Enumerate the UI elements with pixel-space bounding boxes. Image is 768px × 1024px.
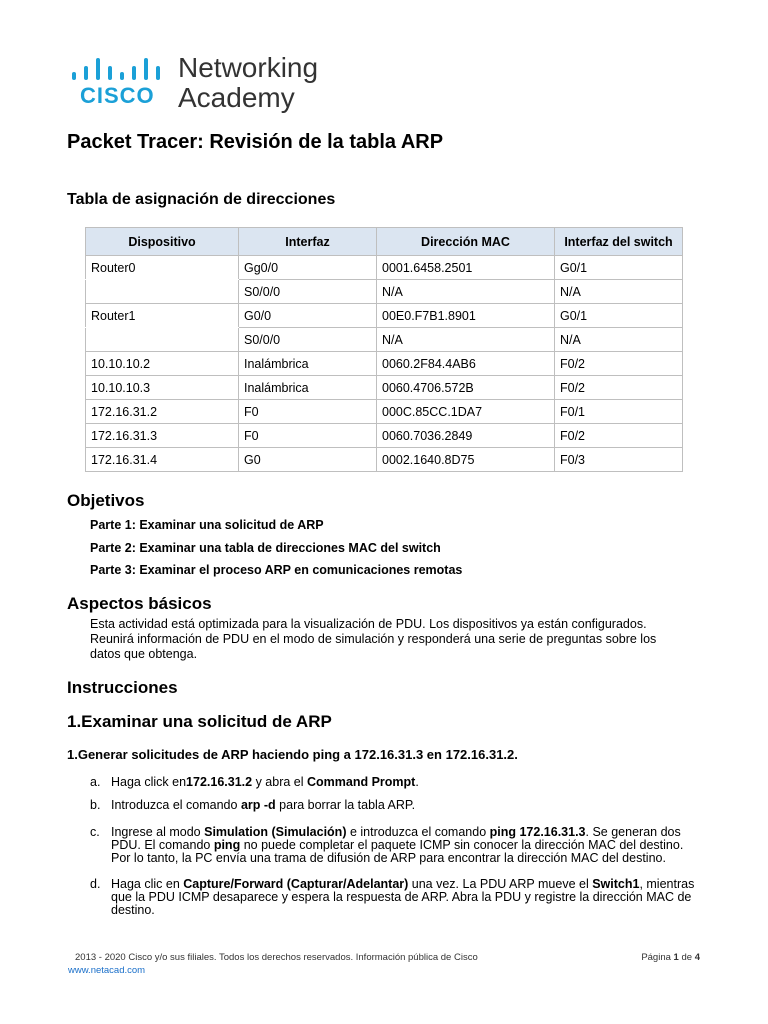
cell-interface: Inalámbrica: [239, 352, 377, 376]
cell-mac: 0060.7036.2849: [377, 424, 555, 448]
cell-mac: 0060.4706.572B: [377, 376, 555, 400]
cell-device: [86, 280, 239, 304]
cisco-bars-icon: [70, 56, 167, 80]
cell-switch-if: F0/2: [555, 424, 683, 448]
cell-switch-if: N/A: [555, 328, 683, 352]
table-row: [86, 328, 683, 352]
cisco-wordmark: CISCO: [80, 83, 155, 108]
step-label: b.: [90, 798, 101, 812]
cell-interface: S0/0/0: [239, 280, 377, 304]
cell-device: 172.16.31.3: [86, 424, 239, 448]
table-row: [86, 280, 683, 304]
col-interface: Interfaz: [239, 228, 377, 256]
cell-switch-if: G0/1: [555, 304, 683, 328]
objective-item: Parte 1: Examinar una solicitud de ARP: [90, 518, 324, 532]
cell-mac: 0060.2F84.4AB6: [377, 352, 555, 376]
cell-interface: Gg0/0: [239, 256, 377, 280]
page-title: Packet Tracer: Revisión de la tabla ARP: [67, 131, 444, 153]
address-table-heading: Tabla de asignación de direcciones: [67, 191, 336, 208]
page-number: Página 1 de 4: [641, 952, 700, 963]
col-mac: Dirección MAC: [377, 228, 555, 256]
cisco-networking-academy-logo: [70, 52, 330, 116]
subsection-heading: 1.Generar solicitudes de ARP haciendo ping a 172.16.31.3 en 172.16.31.2.: [67, 747, 518, 762]
cell-device: 172.16.31.4: [86, 448, 239, 472]
cell-device: Router0: [86, 256, 239, 280]
cell-interface: G0/0: [239, 304, 377, 328]
cell-interface: G0: [239, 448, 377, 472]
cell-switch-if: N/A: [555, 280, 683, 304]
cell-device: 10.10.10.3: [86, 376, 239, 400]
cell-device: [86, 328, 239, 352]
cell-interface: Inalámbrica: [239, 376, 377, 400]
cell-mac: 0001.6458.2501: [377, 256, 555, 280]
step-text: Haga clic en Capture/Forward (Capturar/Adelantar) una vez. La PDU ARP mueve el Switch1, mientras que la PDU ICMP desaparece y espera la respuesta de ARP. Abra la PDU y registre la dirección MAC de destino.: [111, 877, 695, 917]
cell-switch-if: F0/3: [555, 448, 683, 472]
objectives-heading: Objetivos: [67, 491, 145, 510]
table-row: [86, 304, 683, 328]
cell-switch-if: G0/1: [555, 256, 683, 280]
cell-interface: S0/0/0: [239, 328, 377, 352]
table-header-row: [86, 228, 683, 256]
netacad-link[interactable]: www.netacad.com: [68, 965, 146, 976]
background-paragraph: Esta actividad está optimizada para la visualización de PDU. Los dispositivos ya están configurados. Reunirá información de PDU en el modo de simulación y responderá una serie de preguntas sobre los datos que obtenga.: [90, 617, 657, 661]
cell-interface: F0: [239, 424, 377, 448]
cell-device: Router1: [86, 304, 239, 328]
cell-device: 172.16.31.2: [86, 400, 239, 424]
table-row: [86, 400, 683, 424]
footer: [68, 952, 700, 976]
background-heading: Aspectos básicos: [67, 594, 212, 613]
step-label: d.: [90, 877, 101, 891]
objective-item: Parte 2: Examinar una tabla de direcciones MAC del switch: [90, 541, 441, 555]
table-row: [86, 352, 683, 376]
table-row: [86, 424, 683, 448]
col-switch-interface: Interfaz del switch: [555, 228, 683, 256]
cell-device: 10.10.10.2: [86, 352, 239, 376]
col-device: Dispositivo: [86, 228, 239, 256]
table-row: [86, 376, 683, 400]
objective-item: Parte 3: Examinar el proceso ARP en comunicaciones remotas: [90, 563, 463, 577]
cell-interface: F0: [239, 400, 377, 424]
cell-mac: 0002.1640.8D75: [377, 448, 555, 472]
table-row: [86, 256, 683, 280]
step-label: a.: [90, 775, 101, 789]
step-text: Introduzca el comando arp -d para borrar la tabla ARP.: [111, 798, 416, 812]
logo-academy: Academy: [178, 82, 295, 113]
instructions-heading: Instrucciones: [67, 678, 178, 697]
cell-mac: 000C.85CC.1DA7: [377, 400, 555, 424]
cell-switch-if: F0/2: [555, 376, 683, 400]
cell-mac: N/A: [377, 280, 555, 304]
cell-mac: 00E0.F7B1.8901: [377, 304, 555, 328]
step-text: Haga click en172.16.31.2 y abra el Command Prompt.: [111, 775, 419, 789]
logo-networking: Networking: [178, 52, 319, 83]
step-text: Ingrese al modo Simulation (Simulación) e introduzca el comando ping 172.16.31.3. Se generan dos PDU. El comando ping no puede completar el paquete ICMP sin conocer la dirección MAC del destino. Por lo tanto, la PC envía una trama de difusión de ARP para encontrar la dirección MAC del destino.: [111, 825, 684, 865]
cell-switch-if: F0/1: [555, 400, 683, 424]
address-table: [85, 227, 683, 472]
table-row: [86, 448, 683, 472]
cell-mac: N/A: [377, 328, 555, 352]
cell-switch-if: F0/2: [555, 352, 683, 376]
section-heading: 1.Examinar una solicitud de ARP: [67, 712, 332, 731]
step-label: c.: [90, 825, 100, 839]
copyright-text: 2013 - 2020 Cisco y/o sus filiales. Todos los derechos reservados. Información pública de Cisco: [75, 952, 478, 963]
